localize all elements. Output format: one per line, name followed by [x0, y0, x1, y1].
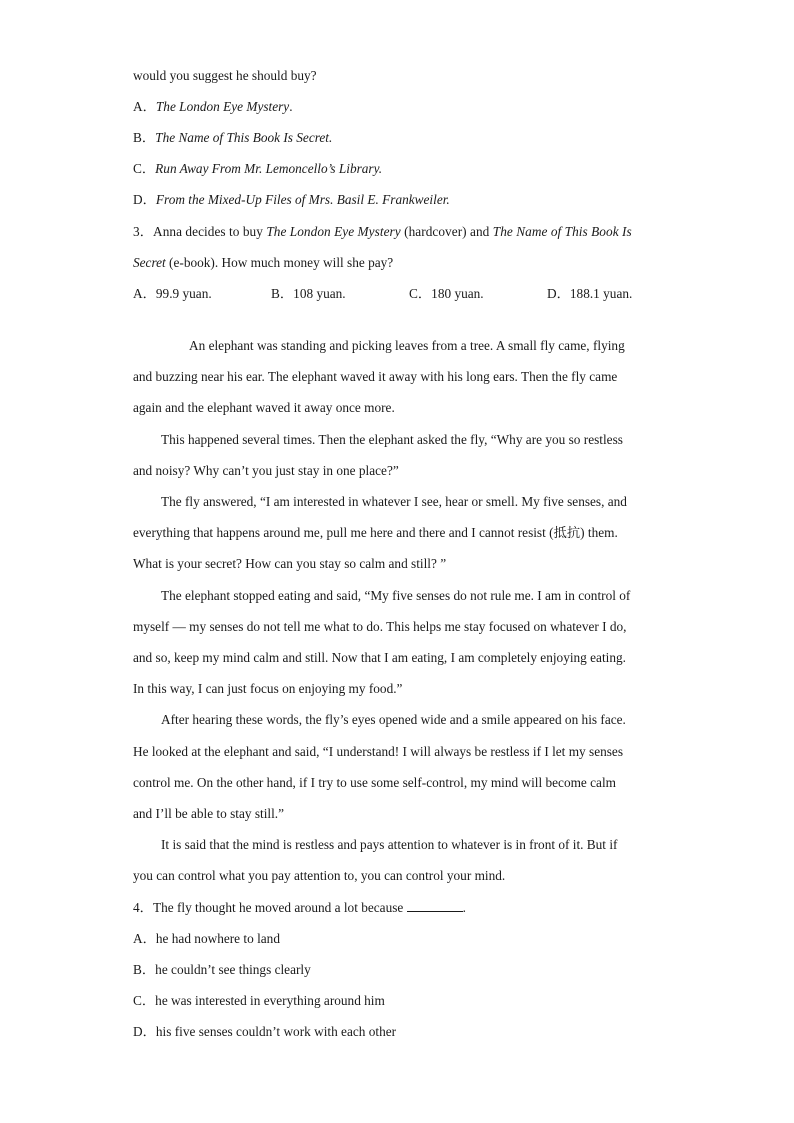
option-text: his five senses couldn’t work with each other: [155, 1024, 397, 1039]
option-label: B．: [271, 286, 294, 301]
q3-stem-line2: [133, 254, 393, 272]
q3-text: (hardcover) and: [400, 224, 493, 239]
option-text: he had nowhere to land: [155, 931, 280, 946]
option-text: 180 yuan.: [431, 286, 484, 301]
passage-line: It is said that the mind is restless and pays attention to whatever is in front of it. But if: [161, 837, 618, 852]
option-text: 108 yuan.: [293, 286, 346, 301]
option-label: A．: [133, 286, 156, 301]
option-text: he was interested in everything around him: [155, 993, 385, 1008]
option-label: B．: [133, 962, 156, 977]
book-title: From the Mixed-Up Files of Mrs. Basil E. Frankweiler.: [155, 192, 450, 207]
passage-line: After hearing these words, the fly’s eyes opened wide and a smile appeared on his face.: [161, 712, 626, 727]
q3-option-c[interactable]: [409, 285, 484, 303]
option-label: A．: [133, 99, 156, 114]
q3-option-a[interactable]: [133, 285, 212, 303]
passage-line: What is your secret? How can you stay so calm and still? ”: [133, 556, 447, 571]
option-text: 99.9 yuan.: [155, 286, 212, 301]
passage-line: you can control what you pay attention to, you can control your mind.: [133, 868, 506, 883]
q4-stem: [133, 899, 466, 917]
q2-option-c[interactable]: [133, 160, 382, 178]
passage-line: and buzzing near his ear. The elephant waved it away with his long ears. Then the fly came: [133, 369, 618, 384]
option-text: 188.1 yuan.: [569, 286, 633, 301]
passage-line: everything that happens around me, pull me here and there and I cannot resist (抵抗) them.: [133, 525, 618, 540]
option-label: D．: [133, 1024, 156, 1039]
option-text: he couldn’t see things clearly: [155, 962, 311, 977]
option-label: C．: [133, 161, 156, 176]
book-title: The Name of This Book Is: [492, 224, 632, 239]
q3-option-b[interactable]: [271, 285, 346, 303]
passage-line: and so, keep my mind calm and still. Now that I am eating, I am completely enjoying eating.: [133, 650, 626, 665]
option-label: C．: [409, 286, 432, 301]
passage-line: The fly answered, “I am interested in whatever I see, hear or smell. My five senses, and: [161, 494, 627, 509]
q2-stem-continuation: would you suggest he should buy?: [133, 68, 317, 83]
passage-line: In this way, I can just focus on enjoying my food.”: [133, 681, 403, 696]
passage-line: The elephant stopped eating and said, “My five senses do not rule me. I am in control of: [161, 588, 631, 603]
q3-text: Anna decides to buy: [153, 224, 267, 239]
passage-line: control me. On the other hand, if I try to use some self-control, my mind will become calm: [133, 775, 616, 790]
passage-line: again and the elephant waved it away once more.: [133, 400, 395, 415]
q4-option-d[interactable]: [133, 1023, 396, 1041]
q2-option-a[interactable]: [133, 98, 293, 116]
book-title: The London Eye Mystery: [266, 224, 401, 239]
option-label: D．: [133, 192, 156, 207]
q2-option-b[interactable]: [133, 129, 332, 147]
q3-stem-line1: [133, 223, 632, 241]
book-title: The Name of This Book Is Secret.: [155, 130, 333, 145]
q3-text: (e-book). How much money will she pay?: [165, 255, 394, 270]
q4-text-end: .: [462, 900, 466, 915]
q4-option-b[interactable]: [133, 961, 311, 979]
book-title: The London Eye Mystery: [155, 99, 290, 114]
option-label: A．: [133, 931, 156, 946]
q3-number: 3．: [133, 224, 154, 239]
passage-line: myself — my senses do not tell me what to do. This helps me stay focused on whatever I do,: [133, 619, 627, 634]
q4-number: 4．: [133, 900, 153, 915]
option-label: B．: [133, 130, 156, 145]
passage-line: This happened several times. Then the elephant asked the fly, “Why are you so restless: [161, 432, 623, 447]
q4-text: The fly thought he moved around a lot because: [152, 900, 404, 915]
passage-line: An elephant was standing and picking leaves from a tree. A small fly came, flying: [189, 338, 625, 353]
option-suffix: .: [289, 99, 293, 114]
book-title: Secret: [133, 255, 166, 270]
option-label: C．: [133, 993, 156, 1008]
passage-line: He looked at the elephant and said, “I understand! I will always be restless if I let my senses: [133, 744, 623, 759]
q3-option-d[interactable]: [547, 285, 632, 303]
passage-line: and I’ll be able to stay still.”: [133, 806, 285, 821]
q4-option-c[interactable]: [133, 992, 385, 1010]
book-title: Run Away From Mr. Lemoncello’s Library.: [155, 161, 383, 176]
answer-blank[interactable]: [407, 899, 463, 912]
q2-option-d[interactable]: [133, 191, 450, 209]
option-label: D．: [547, 286, 570, 301]
q4-option-a[interactable]: [133, 930, 280, 948]
passage-line: and noisy? Why can’t you just stay in one place?”: [133, 463, 399, 478]
